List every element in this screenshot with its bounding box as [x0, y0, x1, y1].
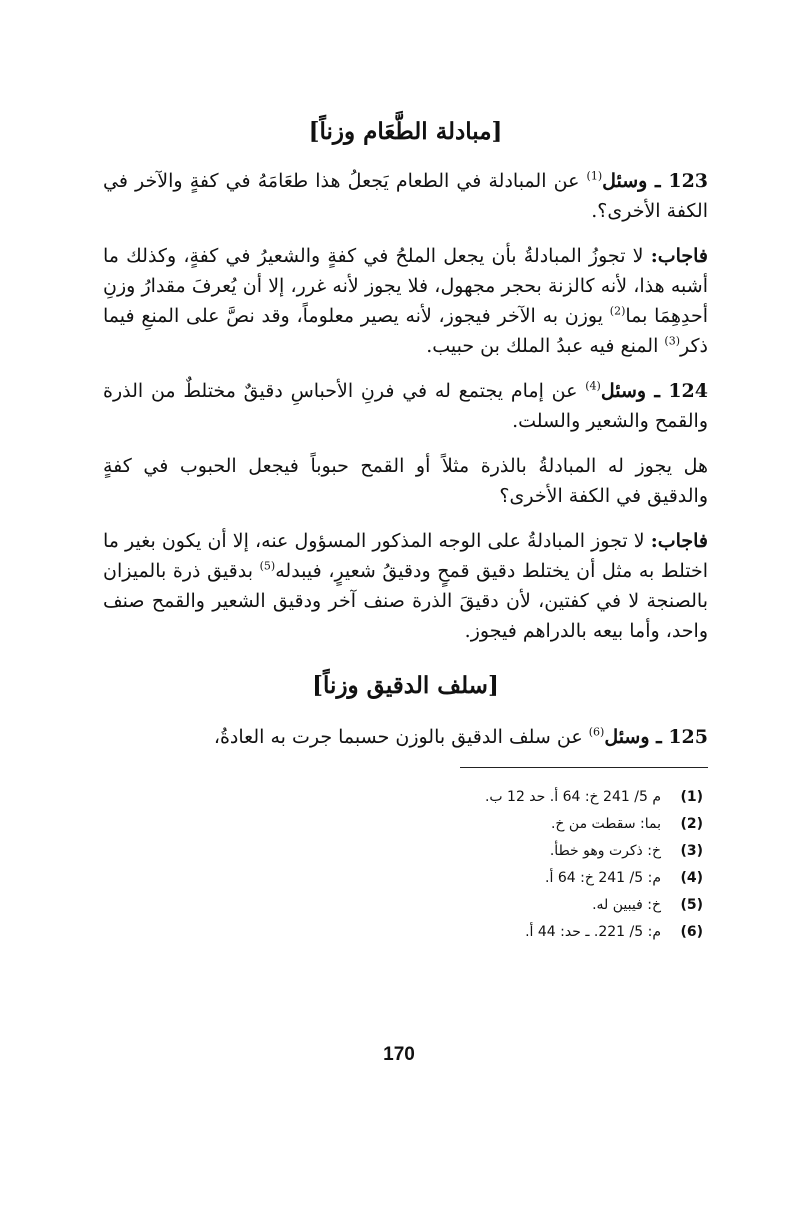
footnote-ref: (3) — [664, 334, 680, 348]
footnote-item — [103, 919, 708, 946]
question-number-lead: 123 ـ وسئل — [602, 170, 709, 192]
answer-text: لا تجوز المبادلةُ على الوجه المذكور المسؤول عنه، إلا أن يكون بغير ما اختلط به مثل أن يختلط دقيق قمحٍ ودقيقُ شعيرٍ، فيبدله — [103, 530, 708, 582]
footnote-number: (2) — [680, 816, 703, 832]
footnote-number: (5) — [680, 897, 703, 913]
answer-text: المنع فيه عبدُ الملك بن حبيب. — [426, 335, 665, 357]
page-number: 170 — [383, 1044, 415, 1065]
answer-lead: فاجاب: — [650, 530, 708, 552]
footnote-ref: (2) — [609, 304, 626, 318]
question-125 — [103, 722, 708, 752]
question-number-lead: 125 ـ وسئل — [604, 726, 708, 748]
footnote-ref: (1) — [586, 169, 603, 183]
footnote-text: م: 5/ 241 خ: 64 أ. — [545, 870, 661, 886]
footnote-ref: (5) — [259, 559, 276, 573]
footnote-item — [103, 838, 708, 865]
question-124-continued: هل يجوز له المبادلةُ بالذرة مثلاً أو القمح حبوباً فيجعل الحبوب في كفةٍ والدقيق في الكفة الأخرى؟ — [103, 455, 708, 507]
footnote-ref: (4) — [585, 379, 601, 393]
footnote-item — [103, 865, 708, 892]
footnotes-list — [103, 784, 708, 946]
section-heading-food-exchange: [مبادلة الطَّعَام وزناً] — [308, 118, 503, 145]
footnote-item — [103, 892, 708, 919]
footnote-number: (6) — [680, 924, 703, 940]
question-124 — [103, 376, 708, 436]
question-text: عن إمام يجتمع له في فرنِ الأحباسِ دقيقٌ مختلطٌ من الذرة والقمح والشعير والسلت. — [103, 380, 708, 432]
footnote-divider — [460, 767, 708, 768]
footnote-item — [103, 811, 708, 838]
footnote-text: م 5/ 241 خ: 64 أ. حد 12 ب. — [484, 789, 661, 805]
footnote-text: م: 5/ 221. ـ حد: 44 أ. — [525, 924, 661, 940]
question-text: عن سلف الدقيق بالوزن حسبما جرت به العادةُ، — [213, 726, 589, 748]
answer-text: يوزن به الآخر فيجوز، لأنه يصير معلوماً، وقد نصَّ على المنعِ فيما ذكر — [103, 305, 708, 357]
footnote-number: (3) — [680, 843, 703, 859]
answer-123 — [103, 241, 708, 361]
page-content — [103, 112, 708, 946]
answer-lead: فاجاب: — [650, 245, 708, 267]
question-123 — [103, 166, 708, 226]
footnote-ref: (6) — [588, 725, 605, 739]
answer-text: لا تجوزُ المبادلةُ بأن يجعل الملحُ في كفةٍ والشعيرُ في كفةٍ، وكذلك ما أشبه هذا، لأنه كالزنة بحجر مجهول، فلا يجوز لأنه غرر، إلا أن يُعرفَ مقدارُ وزنِ أحدِهِمَا بما — [103, 245, 708, 327]
section-heading-flour-loan: [سلف الدقيق وزناً] — [312, 672, 499, 699]
footnote-text: خ: ذكرت وهو خطأ. — [549, 843, 661, 859]
footnote-text: بما: سقطت من خ. — [550, 816, 661, 832]
footnote-item — [103, 784, 708, 811]
answer-text: بدقيق ذرة بالميزان بالصنجة لا في كفتين، لأن دقيقَ الذرة صنف آخر ودقيق الشعير والقمح صنف واحد، وأما بيعه بالدراهم فيجوز. — [103, 560, 708, 642]
footnote-number: (1) — [680, 789, 703, 805]
answer-124 — [103, 526, 708, 646]
footnote-text: خ: فيبين له. — [592, 897, 661, 913]
footnote-number: (4) — [680, 870, 703, 886]
question-text: عن المبادلة في الطعام يَجعلُ هذا طعَامَهُ في كفةٍ والآخر في الكفة الأخرى؟. — [103, 170, 708, 222]
question-number-lead: 124 ـ وسئل — [600, 380, 708, 402]
